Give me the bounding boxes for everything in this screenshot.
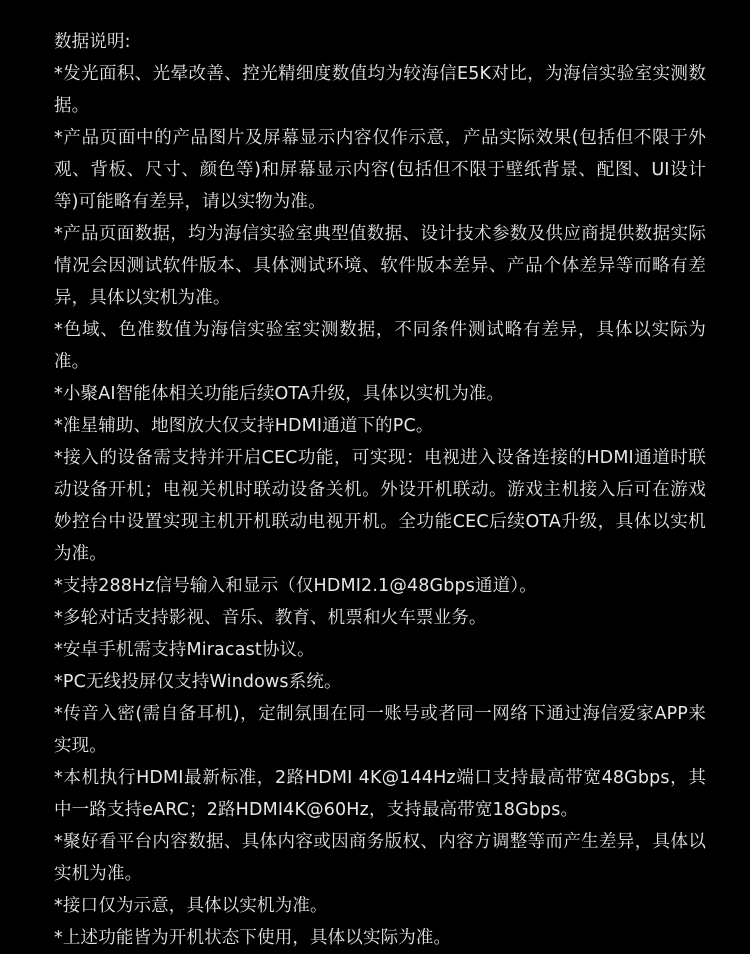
note-item: *产品页面中的产品图片及屏幕显示内容仅作示意，产品实际效果(包括但不限于外观、背板、尺寸、颜色等)和屏幕显示内容(包括但不限于壁纸背景、配图、UI设计等)可能略有差异，请以实物为准。 xyxy=(54,128,706,212)
note-item: *安卓手机需支持Miracast协议。 xyxy=(54,640,315,660)
note-item: *传音入密(需自备耳机)，定制氛围在同一账号或者同一网络下通过海信爱家APP来实现。 xyxy=(54,704,706,756)
note-item: *PC无线投屏仅支持Windows系统。 xyxy=(54,672,342,692)
note-item: *支持288Hz信号输入和显示（仅HDMI2.1@48Gbps通道）。 xyxy=(54,576,537,596)
note-item: *多轮对话支持影视、音乐、教育、机票和火车票业务。 xyxy=(54,608,487,628)
note-item: *接入的设备需支持并开启CEC功能，可实现：电视进入设备连接的HDMI通道时联动设备开机；电视关机时联动设备关机。外设开机联动。游戏主机接入后可在游戏妙控台中设置实现主机开机联动电视开机。全功能CEC后续OTA升级，具体以实机为准。 xyxy=(54,448,706,564)
note-item: *聚好看平台内容数据、具体内容或因商务版权、内容方调整等而产生差异，具体以实机为准。 xyxy=(54,832,706,884)
note-item: *产品页面数据，均为海信实验室典型值数据、设计技术参数及供应商提供数据实际情况会因测试软件版本、具体测试环境、软件版本差异、产品个体差异等而略有差异，具体以实机为准。 xyxy=(54,224,706,308)
disclaimer-section xyxy=(54,26,706,954)
note-item: *准星辅助、地图放大仅支持HDMI通道下的PC。 xyxy=(54,416,434,436)
note-item: *上述功能皆为开机状态下使用，具体以实际为准。 xyxy=(54,928,452,948)
disclaimer-notes-list xyxy=(54,58,706,954)
note-item: *接口仅为示意，具体以实机为准。 xyxy=(54,896,328,916)
note-item: *小聚AI智能体相关功能后续OTA升级，具体以实机为准。 xyxy=(54,384,505,404)
note-item: *发光面积、光晕改善、控光精细度数值均为较海信E5K对比，为海信实验室实测数据。 xyxy=(54,64,706,116)
note-item: *本机执行HDMI最新标准，2路HDMI 4K@144Hz端口支持最高带宽48Gbps，其中一路支持eARC；2路HDMI4K@60Hz，支持最高带宽18Gbps。 xyxy=(54,768,706,820)
disclaimer-title: 数据说明: xyxy=(54,32,131,52)
note-item: *色域、色准数值为海信实验室实测数据，不同条件测试略有差异，具体以实际为准。 xyxy=(54,320,706,372)
